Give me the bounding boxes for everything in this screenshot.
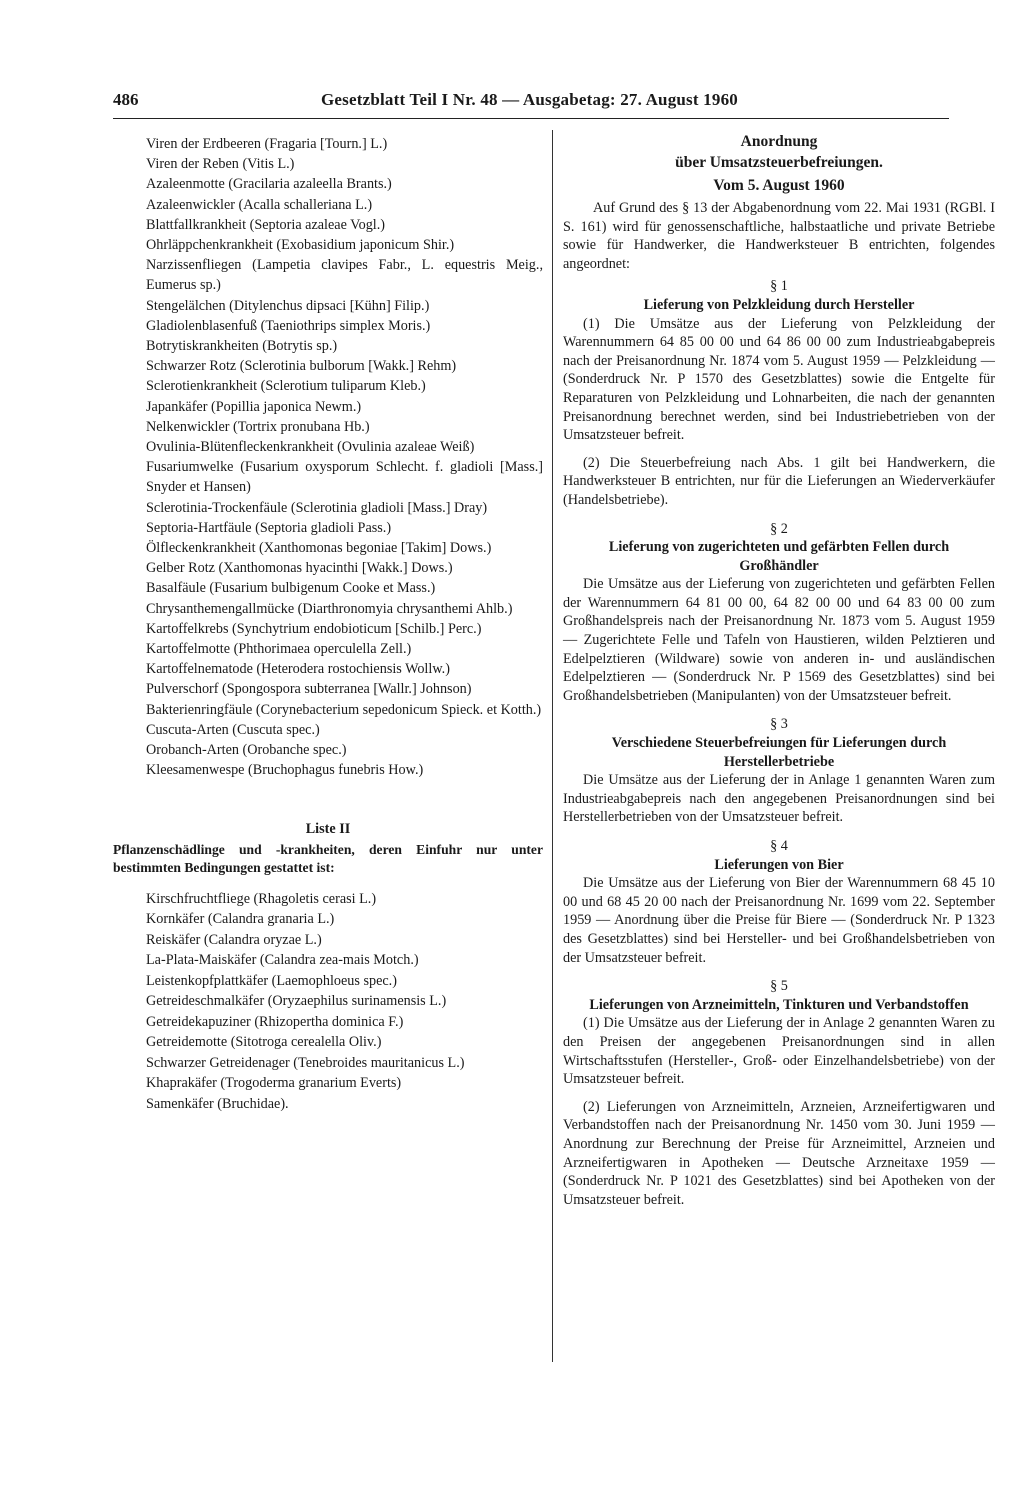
ordinance-title-line1: Anordnung xyxy=(740,133,818,150)
list-i-entry: Blattfallkrankheit (Septoria azaleae Vogl.) xyxy=(146,216,385,233)
list-ii-entry: Schwarzer Getreidenager (Tenebroides mauritanicus L.) xyxy=(146,1054,465,1071)
list-i-entry: Ölfleckenkrankheit (Xanthomonas begoniae [Takim] Dows.) xyxy=(146,540,492,557)
list-i-entry: Narzissenfliegen (Lampetia clavipes Fabr., L. equestris Meig., Eumerus sp.) xyxy=(146,257,543,294)
section-paragraph: (1) Die Umsätze aus der Lieferung der in Anlage 2 genannten Waren zu den Preisen der angegebenen Preisanordnungen sind in allen Wirtschaftsstufen (Hersteller-, Groß- oder Einzelhandelsbetriebe) von der Umsatzsteuer befreit. xyxy=(563,1015,995,1088)
section-heading: Lieferung von zugerichteten und gefärbten Fellen durch Großhändler xyxy=(608,539,950,574)
left-column xyxy=(113,134,543,1114)
list-i-entry: Japankäfer (Popillia japonica Newm.) xyxy=(146,398,362,415)
list-ii-subtitle: Pflanzenschädlinge und -krankheiten, deren Einfuhr nur unter bestimmten Bedingungen gestattet ist: xyxy=(113,841,543,875)
list-i-entry: Viren der Erdbeeren (Fragaria [Tourn.] L.) xyxy=(146,136,388,152)
section-number: § 4 xyxy=(770,838,788,854)
section-paragraph: Die Umsätze aus der Lieferung von Bier der Warennummern 68 45 10 00 und 68 45 20 00 nach der Preisanordnung Nr. 1699 vom 22. September 1959 — Anordnung über die Preise für Biere — (Sonderdruck Nr. P 1323 des Gesetzblattes) sind bei Hersteller- und bei Großhandelsbetrieben von der Umsatzsteuer befreit. xyxy=(563,875,995,966)
section-paragraph: Die Umsätze aus der Lieferung der in Anlage 1 genannten Waren zum Industrieabgabepreis nach den angegebenen Preisanordnungen sind bei Herstellerbetrieben von der Umsatzsteuer befreit. xyxy=(563,772,995,826)
list-i-entry: Cuscuta-Arten (Cuscuta spec.) xyxy=(146,721,320,738)
list-i-entry: Basalfäule (Fusarium bulbigenum Cooke et Mass.) xyxy=(146,580,436,597)
list-i-entry: Kartoffelnematode (Heterodera rostochiensis Wollw.) xyxy=(146,661,450,678)
list-i-entry: Stengelälchen (Ditylenchus dipsaci [Kühn] Filip.) xyxy=(146,297,430,314)
list-ii-entry: Kornkäfer (Calandra granaria L.) xyxy=(146,911,335,928)
ordinance-title-line2: über Umsatzsteuerbefreiungen. xyxy=(675,154,883,171)
section xyxy=(563,977,995,1209)
list-ii-entry: La-Plata-Maiskäfer (Calandra zea-mais Motch.) xyxy=(146,952,419,969)
section-heading: Verschiedene Steuerbefreiungen für Lieferungen durch Herstellerbetriebe xyxy=(611,735,947,770)
section-number: § 2 xyxy=(770,520,788,537)
list-i-entry: Fusariumwelke (Fusarium oxysporum Schlecht. f. gladioli [Mass.] Snyder et Hansen) xyxy=(146,459,543,496)
list-i-entry: Kartoffelkrebs (Synchytrium endobioticum [Schilb.] Perc.) xyxy=(146,620,482,637)
list-i-entry: Kartoffelmotte (Phthorimaea operculella Zell.) xyxy=(146,641,412,658)
list-i-entry: Nelkenwickler (Tortrix pronubana Hb.) xyxy=(146,418,370,435)
list-ii-entry: Reiskäfer (Calandra oryzae L.) xyxy=(146,931,322,948)
list-ii-entry: Getreidemotte (Sitotroga cerealella Oliv.) xyxy=(146,1034,382,1051)
section-paragraph: (1) Die Umsätze aus der Lieferung von Pelzkleidung der Warennummern 64 85 00 00 und 64 86 00 00 zum Industrieabgabepreis nach der Preisanordnung Nr. 1874 vom 5. August 1959 — Pelzkleidung — (Sonderdruck Nr. P 1570 des Gesetzblattes) sowie die Entgelte für Reparaturen von Pelzkleidung und Lohnarbeiten, die nach der genannten Preisanordnung berechnet werden, sind bei Industriebetrieben von der Umsatzsteuer befreit. xyxy=(563,315,995,444)
section xyxy=(563,837,995,967)
section xyxy=(563,520,995,706)
list-i xyxy=(113,134,543,781)
list-i-entry: Sclerotienkrankheit (Sclerotium tuliparum Kleb.) xyxy=(146,378,426,395)
section-paragraph: Die Umsätze aus der Lieferung von zugerichteten und gefärbten Fellen der Warennummern 64 81 00 00, 64 82 00 00 und 64 83 00 00 zum Großhandelspreis nach der Preisanordnung Nr. 1873 vom 5. August 1959 — Zugerichtete Felle und Tafeln von Haustieren, wilden Pelztieren und Edelpelztieren (Wildware) sowie von anderen in- und ausländischen Edelpelztieren — (Sonderdruck Nr. P 1569 des Gesetzblattes) sind bei Großhandelsbetrieben (Manipulanten) von der Umsatzsteuer befreit. xyxy=(563,576,995,704)
section-number: § 3 xyxy=(770,716,788,733)
list-ii-entry: Kirschfruchtfliege (Rhagoletis cerasi L.) xyxy=(146,890,377,907)
page-header xyxy=(113,90,949,116)
page-number: 486 xyxy=(113,90,139,109)
list-i-entry: Bakterienringfäule (Corynebacterium sepedonicum Spieck. et Kotth.) xyxy=(146,701,542,718)
list-i-entry: Chrysanthemengallmücke (Diarthronomyia chrysanthemi Ahlb.) xyxy=(146,600,513,617)
list-ii-entry: Getreideschmalkäfer (Oryzaephilus surinamensis L.) xyxy=(146,993,447,1010)
list-ii-entry: Getreidekapuziner (Rhizopertha dominica F.) xyxy=(146,1013,404,1030)
list-i-entry: Gelber Rotz (Xanthomonas hyacinthi [Wakk.] Dows.) xyxy=(146,560,453,577)
list-i-entry: Ohrläppchenkrankheit (Exobasidium japonicum Shir.) xyxy=(146,237,455,254)
section-heading: Lieferungen von Bier xyxy=(714,856,844,873)
list-i-entry: Viren der Reben (Vitis L.) xyxy=(146,156,295,173)
section xyxy=(563,715,995,827)
list-i-entry: Septoria-Hartfäule (Septoria gladioli Pass.) xyxy=(146,519,392,536)
section-heading: Lieferungen von Arzneimitteln, Tinkturen und Verbandstoffen xyxy=(589,996,969,1013)
list-i-entry: Ovulinia-Blütenfleckenkrankheit (Ovulinia azaleae Weiß) xyxy=(146,439,475,456)
list-ii-entry: Khaprakäfer (Trogoderma granarium Everts) xyxy=(146,1075,402,1092)
list-ii-entry: Samenkäfer (Bruchidae). xyxy=(146,1095,289,1112)
list-i-entry: Pulverschorf (Spongospora subterranea [Wallr.] Johnson) xyxy=(146,681,472,698)
list-i-entry: Botrytiskrankheiten (Botrytis sp.) xyxy=(146,338,338,355)
preamble: Auf Grund des § 13 der Abgabenordnung vom 22. Mai 1931 (RGBl. I S. 161) wird für genossenschaftliche, halbstaatliche und private Betriebe sowie für Handwerker, die Handwerksteuer B entrichten, folgendes angeordnet: xyxy=(563,200,995,272)
section-paragraph: (2) Die Steuerbefreiung nach Abs. 1 gilt bei Handwerkern, die Handwerksteuer B entrichten, nur für die Lieferungen an Wiederverkäufer (Handelsbetriebe). xyxy=(563,454,995,508)
header-rule xyxy=(113,118,949,119)
sections xyxy=(563,277,995,1209)
section-number: § 5 xyxy=(770,978,788,995)
right-column xyxy=(563,131,995,1209)
section-number: § 1 xyxy=(770,278,788,295)
section-paragraph: (2) Lieferungen von Arzneimitteln, Arzneien, Arzneifertigwaren und Verbandstoffen nach der Preisanordnung Nr. 1450 vom 30. Juni 1959 — Anordnung zur Berechnung der Preise für Arzneimittel, Arzneien und Arzneifertigwaren in Apotheken — Deutsche Arzneitaxe 1959 — (Sonderdruck Nr. P 1021 des Gesetzblattes) sind bei Apotheken von der Umsatzsteuer befreit. xyxy=(563,1098,995,1208)
list-i-entry: Azaleenwickler (Acalla schalleriana L.) xyxy=(146,196,373,213)
list-ii-entry: Leistenkopfplattkäfer (Laemophloeus spec.) xyxy=(146,972,397,989)
list-i-entry: Kleesamenwespe (Bruchophagus funebris How.) xyxy=(146,762,424,779)
ordinance-date: Vom 5. August 1960 xyxy=(713,177,845,194)
list-i-entry: Schwarzer Rotz (Sclerotinia bulborum [Wakk.] Rehm) xyxy=(146,358,457,375)
list-i-entry: Gladiolenblasenfuß (Taeniothrips simplex Moris.) xyxy=(146,317,431,334)
list-ii xyxy=(113,889,543,1115)
list-i-entry: Azaleenmotte (Gracilaria azaleella Brants.) xyxy=(146,176,392,193)
list-i-entry: Sclerotinia-Trockenfäule (Sclerotinia gladioli [Mass.] Dray) xyxy=(146,499,488,516)
running-title: Gesetzblatt Teil I Nr. 48 — Ausgabetag: 27. August 1960 xyxy=(321,90,738,109)
column-divider xyxy=(552,130,553,1362)
list-ii-title: Liste II xyxy=(305,820,351,837)
section xyxy=(563,277,995,509)
list-i-entry: Orobanch-Arten (Orobanche spec.) xyxy=(146,742,347,759)
section-heading: Lieferung von Pelzkleidung durch Hersteller xyxy=(643,296,915,313)
